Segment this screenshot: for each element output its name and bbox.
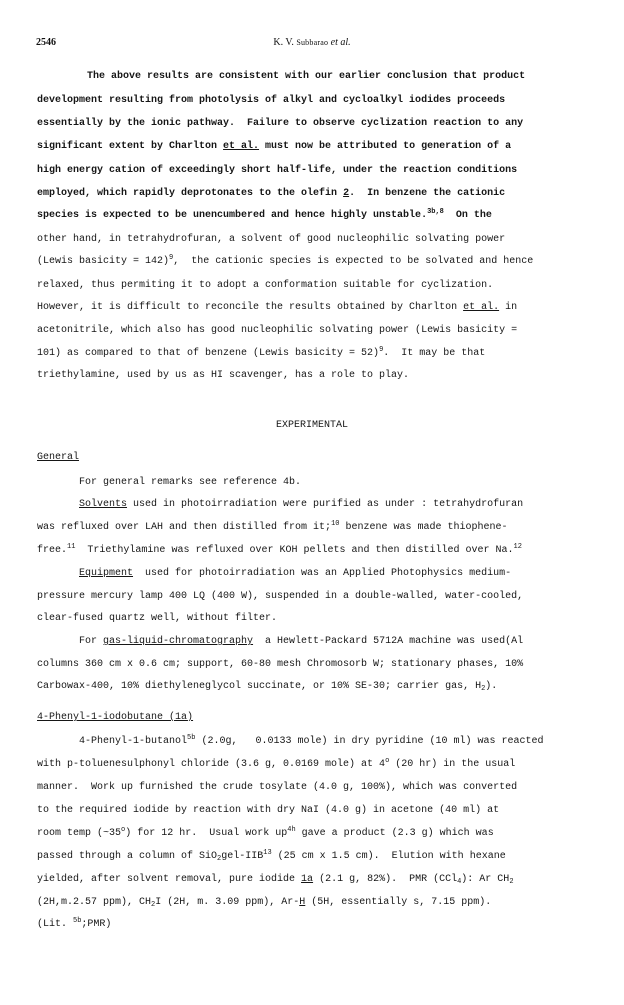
text-run: used for photoirradiation was an Applied Photophysics medium- (133, 568, 512, 579)
reference-superscript: 9 (379, 346, 384, 354)
text-line (37, 897, 491, 909)
text-line (37, 919, 111, 931)
text-run: ;PMR) (81, 919, 112, 930)
text-line (37, 141, 511, 153)
compound-heading (37, 712, 193, 724)
text-run: (2.0g, 0.0133 mole) in dry pyridine (10 ml) was reacted (195, 736, 544, 747)
text-run: room temp (~35 (37, 828, 122, 839)
text-line: to the required iodide by reaction with dry NaI (4.0 g) in acetone (40 ml) at (37, 805, 500, 816)
running-header (0, 37, 624, 48)
text-run: On the (443, 210, 492, 221)
text-line: relaxed, thus permiting it to adopt a conformation suitable for cyclization. (37, 280, 494, 291)
text-run: (Lewis basicity = 142) (37, 256, 170, 267)
text-run: with p-toluenesulphonyl chloride (3.6 g, 0.0169 mole) at 4 (37, 759, 386, 770)
section-heading-experimental: EXPERIMENTAL (275, 420, 348, 431)
text-line (79, 568, 511, 580)
reference-superscript: 10 (331, 520, 340, 528)
text-line (37, 545, 522, 557)
etal-underlined: et al. (223, 141, 260, 152)
text-run: gave a product (2.3 g) which was (295, 828, 494, 839)
text-line (37, 828, 494, 840)
subscript: 4 (457, 878, 462, 886)
text-run: benzene was made thiophene- (339, 522, 508, 533)
text-run: yielded, after solvent removal, pure iodide (37, 874, 302, 885)
text-run: I (2H, m. 3.09 ppm), Ar- (155, 897, 300, 908)
text-run: significant extent by Charlton (37, 141, 224, 152)
text-run: . In benzene the cationic (349, 188, 506, 199)
text-line (37, 302, 517, 314)
text-run: ) (187, 712, 194, 723)
reference-superscript: 5b (187, 734, 196, 742)
text-run: gel-IIB (221, 851, 264, 862)
text-line (79, 736, 544, 748)
subscript: 2 (481, 685, 486, 693)
text-line (37, 851, 506, 863)
subscript: 2 (151, 901, 156, 909)
text-run: free. (37, 545, 68, 556)
text-line (37, 256, 533, 268)
text-run: was refluxed over LAH and then distilled from it; (37, 522, 332, 533)
text-line: triethylamine, used by us as HI scavenger, has a role to play. (37, 370, 410, 381)
text-line (37, 681, 497, 693)
subscript: 2 (217, 855, 222, 863)
compound-number: 1a (301, 874, 314, 885)
text-run: passed through a column of SiO (37, 851, 218, 862)
text-line (37, 210, 492, 222)
text-line: The above results are consistent with our earlier conclusion that product (87, 71, 526, 82)
compound-number: 1a (175, 712, 188, 723)
running-header-etal: et al. (328, 37, 351, 48)
etal-underlined: et al. (463, 302, 500, 313)
text-line (79, 636, 523, 648)
text-run: a Hewlett-Packard 5712A machine was used(Al (253, 636, 524, 647)
text-run: Triethylamine was refluxed over KOH pellets and then distilled over Na. (75, 545, 514, 556)
run-in-heading: Solvents (79, 499, 128, 510)
text-run: Carbowax-400, 10% diethyleneglycol succinate, or 10% SE-30; carrier gas, H (37, 681, 482, 692)
text-line: high energy cation of exceedingly short half-life, under the reaction conditions (37, 165, 518, 176)
reference-superscript: 4h (287, 826, 296, 834)
text-line: pressure mercury lamp 400 LQ (400 W), suspended in a double-walled, water-cooled, (37, 591, 524, 602)
page-number: 2546 (36, 37, 56, 48)
degree-superscript: o (385, 757, 390, 765)
running-header-author-surname: Subbarao (296, 38, 329, 47)
text-run: . It may be that (383, 348, 486, 359)
text-run: (25 cm x 1.5 cm). Elution with hexane (271, 851, 506, 862)
text-line: acetonitrile, which also has good nucleophilic solvating power (Lewis basicity = (37, 325, 518, 336)
text-run: (2H,m.2.57 ppm), CH (37, 897, 152, 908)
text-line: clear-fused quartz well, without filter. (37, 613, 278, 624)
reference-superscript: 5b (73, 917, 82, 925)
text-run: (5H, essentially s, 7.15 ppm). (305, 897, 492, 908)
text-line: manner. Work up furnished the crude tosylate (4.0 g, 100%), which was converted (37, 782, 518, 793)
text-line: essentially by the ionic pathway. Failure to observe cyclization reaction to any (37, 118, 524, 129)
text-line (37, 522, 508, 534)
text-run: ): Ar CH (461, 874, 510, 885)
compound-number: 2 (343, 188, 350, 199)
reference-superscript: 3b,8 (427, 208, 444, 216)
degree-superscript: o (121, 826, 126, 834)
underlined-atom: H (299, 897, 306, 908)
text-run: , the cationic species is expected to be solvated and hence (173, 256, 534, 267)
run-in-heading: gas-liquid-chromatography (103, 636, 254, 647)
text-run: ) for 12 hr. Usual work up (125, 828, 288, 839)
text-line (37, 759, 515, 771)
text-line: other hand, in tetrahydrofuran, a solvent of good nucleophilic solvating power (37, 234, 506, 245)
text-line: For general remarks see reference 4b. (79, 477, 302, 488)
text-line (37, 874, 514, 886)
text-run: (20 hr) in the usual (389, 759, 516, 770)
text-run: in (499, 302, 518, 313)
text-run: (Lit. (37, 919, 74, 930)
text-run: However, it is difficult to reconcile the results obtained by Charlton (37, 302, 464, 313)
text-run: 4-Phenyl-1-butanol (79, 736, 188, 747)
text-run: used in photoirradiation were purified as under : tetrahydrofuran (127, 499, 524, 510)
run-in-heading: Equipment (79, 568, 134, 579)
text-run: 101) as compared to that of benzene (Lewis basicity = 52) (37, 348, 380, 359)
reference-superscript: 12 (513, 543, 522, 551)
subscript: 2 (509, 878, 514, 886)
reference-superscript: 11 (67, 543, 76, 551)
text-line (79, 499, 523, 511)
text-line: columns 360 cm x 0.6 cm; support, 60-80 mesh Chromosorb W; stationary phases, 10% (37, 659, 524, 670)
reference-superscript: 9 (169, 254, 174, 262)
text-run: (2.1 g, 82%). PMR (CCl (313, 874, 458, 885)
text-run: employed, which rapidly deprotonates to the olefin (37, 188, 344, 199)
text-line (37, 348, 485, 360)
subsection-heading-general: General (37, 452, 80, 463)
text-run: ). (485, 681, 498, 692)
reference-superscript: 13 (263, 849, 272, 857)
text-run: species is expected to be unencumbered and hence highly unstable. (37, 210, 428, 221)
text-run: must now be attributed to generation of a (259, 141, 512, 152)
running-header-author: K. V. (273, 37, 297, 48)
text-run: 4-Phenyl-1-iodobutane ( (37, 712, 176, 723)
text-run: For (79, 636, 104, 647)
text-line: development resulting from photolysis of alkyl and cycloalkyl iodides proceeds (37, 95, 506, 106)
text-line (37, 188, 505, 200)
